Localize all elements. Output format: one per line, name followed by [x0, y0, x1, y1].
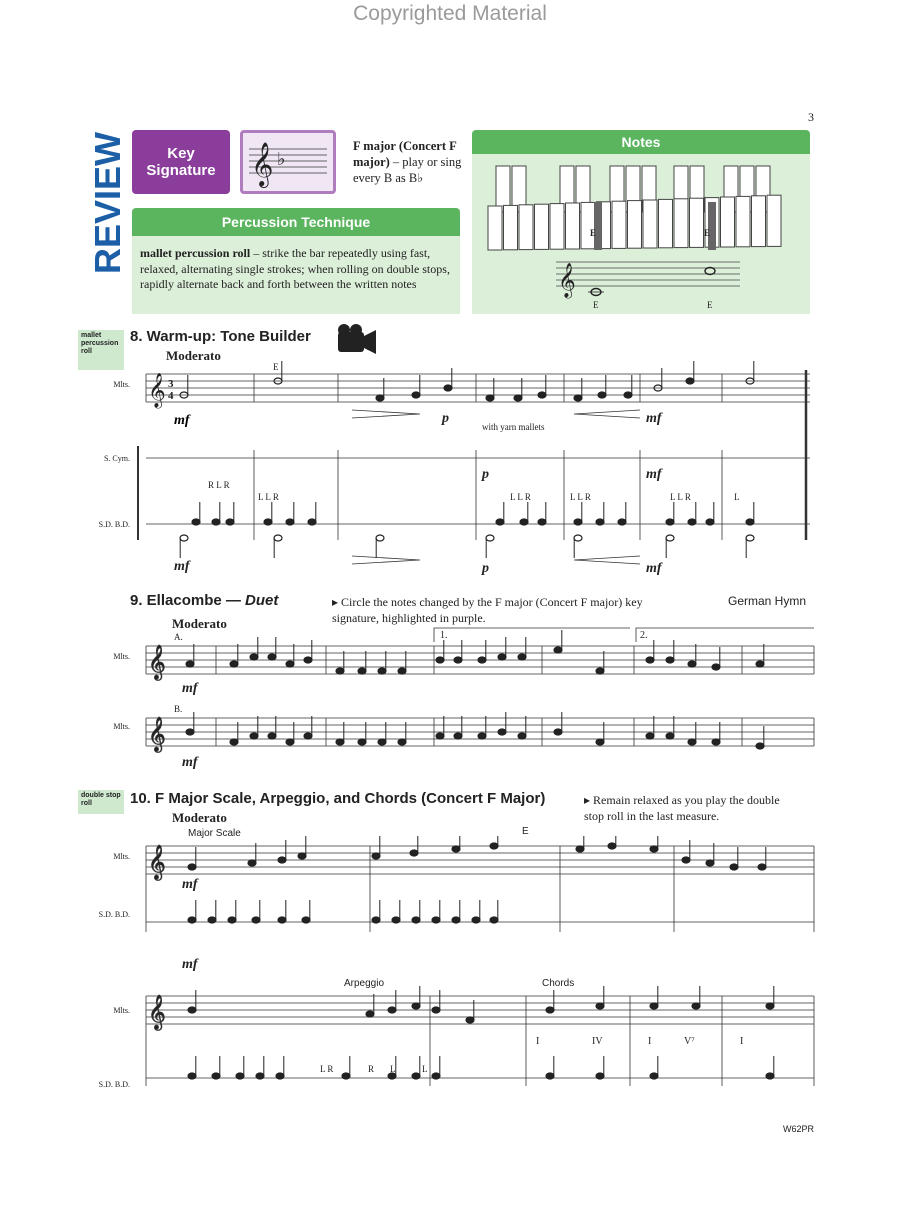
note-head: [466, 1017, 474, 1023]
note-head: [646, 657, 654, 663]
note-head: [388, 1007, 396, 1013]
watermark: Copyrighted Material: [353, 2, 547, 25]
lower-key: [535, 204, 549, 249]
note-head: [574, 395, 582, 401]
exercise8-instrument-mallets: Mlts.: [113, 380, 130, 389]
note-head: [378, 668, 386, 674]
note-head: [264, 519, 272, 525]
note-head: [452, 917, 460, 923]
note-head: [454, 657, 462, 663]
note-head: [248, 860, 256, 866]
footer-code: W62PR: [782, 1124, 814, 1134]
lower-key: [566, 203, 580, 249]
note-head: [454, 733, 462, 739]
flat-icon: ♭: [277, 149, 286, 169]
note-head: [208, 917, 216, 923]
notes-header: Notes: [472, 130, 810, 154]
note-head: [278, 917, 286, 923]
dynamic-mf-2: mf: [646, 411, 662, 426]
note-head: [650, 846, 658, 852]
note-head: [756, 743, 764, 749]
note-label-e: E: [273, 362, 279, 372]
note-head: [758, 864, 766, 870]
note-head: [538, 519, 546, 525]
key-signature-description: F major (Concert F major) – play or sing every B as B♭: [353, 139, 462, 185]
note-head: [432, 1007, 440, 1013]
note-head: [188, 1007, 196, 1013]
label-chords: Chords: [542, 978, 575, 989]
exercise10-title: 10. F Major Scale, Arpeggio, and Chords (Concert F Major): [130, 790, 546, 807]
note-head: [596, 739, 604, 745]
highlighted-key-2: [708, 202, 716, 250]
exercise9-instruction: ▸ Circle the notes changed by the F major (Concert F major) key signature, highlighted in purple.: [332, 595, 643, 625]
note-head: [274, 535, 282, 541]
note-head: [576, 846, 584, 852]
svg-text:𝄞: 𝄞: [148, 996, 166, 1029]
note-head: [666, 657, 674, 663]
note-head: [278, 857, 286, 863]
sticking-10-1: L R: [320, 1064, 334, 1074]
note-head: [574, 519, 582, 525]
note-head: [706, 860, 714, 866]
svg-text:𝄞: 𝄞: [148, 846, 166, 879]
note-head: [412, 392, 420, 398]
exercise8-score: [130, 360, 820, 585]
dynamic-mf-1: mf: [174, 413, 190, 428]
note-head: [596, 1073, 604, 1079]
lower-key: [504, 205, 518, 249]
note-head: [596, 668, 604, 674]
note-head: [546, 1073, 554, 1079]
numeral-2: IV: [592, 1036, 603, 1047]
note-head: [228, 917, 236, 923]
label-major-scale: Major Scale: [188, 828, 241, 839]
yarn-mallets-annotation: with yarn mallets: [482, 422, 545, 432]
note-head: [250, 654, 258, 660]
note-head: [192, 519, 200, 525]
note-head: [230, 739, 238, 745]
note-head: [478, 657, 486, 663]
percussion-technique-header: Percussion Technique: [132, 208, 460, 236]
note-head: [212, 519, 220, 525]
note-head: [688, 739, 696, 745]
note-head: [358, 668, 366, 674]
note-head: [432, 1073, 440, 1079]
note-head: [302, 917, 310, 923]
note-head: [436, 733, 444, 739]
dynamic-p-1: p: [442, 411, 449, 426]
note-head: [412, 1003, 420, 1009]
sticking-5: L L R: [670, 492, 691, 502]
note-head: [546, 1007, 554, 1013]
note-head: [598, 392, 606, 398]
sticking-10-3: L: [390, 1064, 396, 1074]
exercise10-score: [130, 836, 820, 1126]
note-head: [574, 535, 582, 541]
note-head: [336, 668, 344, 674]
note-head: [688, 661, 696, 667]
note-head: [478, 733, 486, 739]
note-head: [256, 1073, 264, 1079]
note-head: [304, 657, 312, 663]
note-head: [746, 535, 754, 541]
exercise8-title: 8. Warm-up: Tone Builder: [130, 328, 311, 345]
lower-key: [767, 195, 781, 246]
note-head: [608, 843, 616, 849]
note-head: [212, 1073, 220, 1079]
sticking-1: R L R: [208, 480, 230, 490]
note-head: [490, 917, 498, 923]
lower-key: [488, 206, 502, 250]
exercise10-tag: double stop roll: [78, 790, 124, 814]
note-head: [412, 917, 420, 923]
sticking-2: L L R: [258, 492, 279, 502]
svg-text:4: 4: [168, 390, 174, 402]
note-head: [520, 519, 528, 525]
note-head: [276, 1073, 284, 1079]
exercise8-tag: mallet percussion roll: [78, 330, 124, 370]
key-label-2: E: [704, 228, 711, 238]
note-head: [376, 395, 384, 401]
lower-key: [690, 198, 704, 247]
note-head: [496, 519, 504, 525]
part-a-label: A.: [174, 632, 183, 642]
note-head: [498, 729, 506, 735]
note-head: [498, 654, 506, 660]
note-head: [436, 657, 444, 663]
note-head: [712, 739, 720, 745]
note-head: [392, 917, 400, 923]
lower-key: [674, 199, 688, 248]
note-head: [398, 668, 406, 674]
note-head: [298, 853, 306, 859]
exercise10-instrument-mallets-2: Mlts.: [113, 1006, 130, 1015]
treble-clef-icon: 𝄞: [558, 264, 576, 297]
lower-key: [581, 202, 595, 248]
note-head: [432, 917, 440, 923]
exercise10-instrument-drums-2: S.D. B.D.: [98, 1080, 130, 1089]
note-head: [286, 739, 294, 745]
note-head: [618, 519, 626, 525]
dynamic-p-2: p: [482, 467, 489, 482]
note-head: [268, 733, 276, 739]
note-head: [372, 853, 380, 859]
note-head: [688, 519, 696, 525]
review-heading: REVIEW: [87, 131, 129, 275]
note-head: [646, 733, 654, 739]
lower-key: [643, 200, 657, 248]
numeral-3: I: [648, 1036, 652, 1047]
svg-text:3: 3: [168, 378, 174, 390]
note-head: [514, 395, 522, 401]
note-head: [666, 519, 674, 525]
lower-key: [736, 196, 750, 246]
note-head: [706, 519, 714, 525]
numeral-1: I: [536, 1036, 540, 1047]
note-head: [372, 917, 380, 923]
exercise10-instrument-drums-1: S.D. B.D.: [98, 910, 130, 919]
whole-note-high-e: [705, 268, 715, 275]
note-head: [692, 1003, 700, 1009]
lower-key: [612, 201, 626, 248]
note-head: [596, 1003, 604, 1009]
dynamic-mf-b: mf: [182, 755, 198, 770]
key-signature-staff: [240, 130, 336, 194]
exercise9-tempo: Moderato: [172, 616, 227, 631]
note-head: [252, 917, 260, 923]
dynamic-mf-5: mf: [646, 561, 662, 576]
note-head: [188, 864, 196, 870]
staff-label-2: E: [707, 300, 713, 310]
numeral-5: I: [740, 1036, 744, 1047]
dynamic-mf-4: mf: [174, 559, 190, 574]
ending-2: 2.: [640, 630, 648, 641]
dynamic-mf-10a: mf: [182, 877, 198, 892]
keyboard-diagram: [478, 158, 804, 312]
dynamic-p-3: p: [482, 561, 489, 576]
note-head: [756, 661, 764, 667]
note-head: [746, 519, 754, 525]
note-head: [286, 519, 294, 525]
note-head: [230, 661, 238, 667]
part-b-label: B.: [174, 704, 183, 714]
note-head: [188, 1073, 196, 1079]
percussion-technique-text: mallet percussion roll – strike the bar repeatedly using fast, relaxed, alternating single strokes; when rolling on double stops, rapidly alternate back and forth between the written notes: [140, 246, 450, 291]
note-head: [554, 647, 562, 653]
exercise9-title: 9. Ellacombe — Duet: [130, 592, 279, 609]
exercise8-instrument-drums: S.D. B.D.: [98, 520, 130, 529]
svg-text:𝄞: 𝄞: [148, 718, 166, 751]
note-head: [376, 535, 384, 541]
sticking-10-2: R: [368, 1064, 375, 1074]
key-label-1: E: [590, 228, 597, 238]
note-head: [186, 729, 194, 735]
page-number: 3: [808, 110, 814, 124]
note-head: [650, 1073, 658, 1079]
note-head: [666, 535, 674, 541]
lower-key: [659, 199, 673, 247]
exercise10-instruction: ▸ Remain relaxed as you play the double stop roll in the last measure.: [584, 793, 780, 823]
treble-clef-icon: 𝄞: [251, 144, 274, 186]
sticking-4: L L R: [570, 492, 591, 502]
note-head: [250, 733, 258, 739]
note-head: [486, 535, 494, 541]
note-head: [472, 917, 480, 923]
note-head: [490, 843, 498, 849]
note-head: [180, 535, 188, 541]
note-head: [766, 1073, 774, 1079]
exercise9-source: German Hymn: [728, 594, 807, 608]
note-head: [304, 733, 312, 739]
note-head: [286, 661, 294, 667]
lower-key: [752, 196, 766, 247]
exercise8-tempo: Moderato: [166, 348, 221, 363]
video-camera-icon[interactable]: [334, 322, 380, 360]
note-head: [518, 654, 526, 660]
lower-key: [721, 197, 735, 247]
note-head: [188, 917, 196, 923]
note-head: [268, 654, 276, 660]
note-head: [452, 846, 460, 852]
note-head: [342, 1073, 350, 1079]
sticking-6: L: [734, 492, 740, 502]
note-head: [686, 378, 694, 384]
note-head: [538, 392, 546, 398]
dynamic-mf-a: mf: [182, 681, 198, 696]
staff-label-1: E: [593, 300, 599, 310]
note-head: [650, 1003, 658, 1009]
exercise9-instrument-b: Mlts.: [113, 722, 130, 731]
exercise9-score: [130, 626, 820, 776]
lower-key: [628, 201, 642, 249]
label-arpeggio: Arpeggio: [344, 978, 385, 989]
note-head: [336, 739, 344, 745]
svg-text:𝄞: 𝄞: [148, 646, 166, 679]
note-head: [186, 661, 194, 667]
note-head: [486, 395, 494, 401]
label-e: E: [522, 826, 529, 837]
note-head: [766, 1003, 774, 1009]
lower-key: [550, 204, 564, 250]
dynamic-mf-3: mf: [646, 467, 662, 482]
exercise10-instrument-mallets-1: Mlts.: [113, 852, 130, 861]
sticking-10-4: L: [422, 1064, 428, 1074]
note-head: [730, 864, 738, 870]
key-signature-label: Key Signature: [132, 130, 230, 194]
exercise10-tempo: Moderato: [172, 810, 227, 825]
note-head: [236, 1073, 244, 1079]
sticking-3: L L R: [510, 492, 531, 502]
note-head: [412, 1073, 420, 1079]
dynamic-mf-10b: mf: [182, 957, 198, 972]
ending-1: 1.: [440, 630, 448, 641]
numeral-4: V⁷: [684, 1036, 695, 1047]
note-head: [518, 733, 526, 739]
note-head: [398, 739, 406, 745]
treble-clef-icon: 𝄞: [148, 374, 166, 407]
note-head: [666, 733, 674, 739]
lower-key: [519, 205, 533, 250]
note-head: [554, 729, 562, 735]
exercise9-instrument-a: Mlts.: [113, 652, 130, 661]
note-head: [624, 392, 632, 398]
note-head: [366, 1011, 374, 1017]
note-head: [226, 519, 234, 525]
note-head: [444, 385, 452, 391]
note-head: [378, 739, 386, 745]
note-head: [308, 519, 316, 525]
note-head: [410, 850, 418, 856]
exercise8-instrument-cymbal: S. Cym.: [103, 454, 130, 463]
note-head: [682, 857, 690, 863]
note-head: [596, 519, 604, 525]
note-head: [358, 739, 366, 745]
highlighted-key-1: [594, 202, 602, 250]
note-head: [712, 664, 720, 670]
